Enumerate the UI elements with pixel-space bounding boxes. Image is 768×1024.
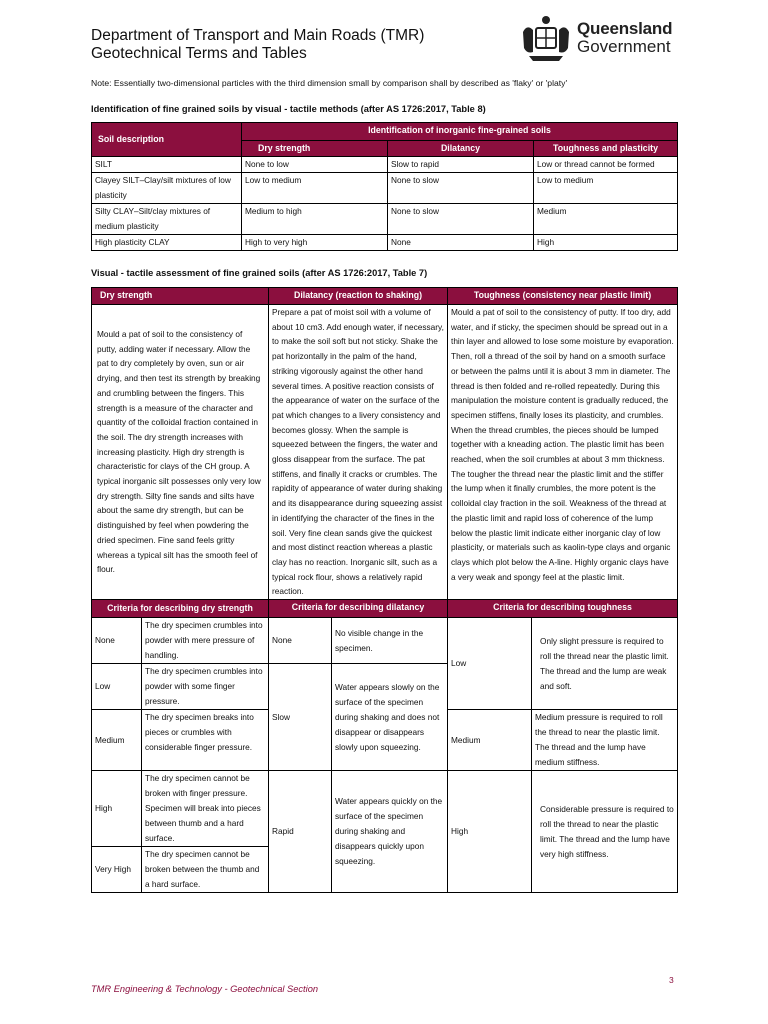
criteria-dry-header: Criteria for describing dry strength (92, 600, 269, 618)
cell-tough-term: Medium (448, 710, 532, 771)
note-text: Note: Essentially two-dimensional particles with the third dimension small by comparison shall by described as 'flaky' or 'platy' (91, 78, 568, 88)
cell-dil-term: None (269, 618, 332, 664)
cell-dil-desc: Water appears quickly on the surface of the specimen during shaking and disappears quickly upon squeezing. (332, 771, 448, 893)
title-line-1: Department of Transport and Main Roads (TMR) (91, 27, 425, 44)
cell-dil-term: Rapid (269, 771, 332, 893)
cell-toughness: Medium (534, 204, 678, 235)
cell-dry-desc: The dry specimen crumbles into powder with mere pressure of handling. (142, 618, 269, 664)
cell-soil: Clayey SILT–Clay/silt mixtures of low plasticity (92, 173, 242, 204)
toughness-procedure: Mould a pat of soil to the consistency of putty. If too dry, add water, and if sticky, the specimen should be spread out in a thin layer and allowed to lose some moisture by evaporation. Then, roll a thread of the soil by hand on a smooth surface or between the palms until it is about 3 mm in diameter. The thread is then folded and re-rolled repeatedly. During this manipulation the moisture content is gradually reduced, the specimen stiffens, finally loses its plasticity, and crumbles. When the thread crumbles, the pieces should be lumped together with a kneading action. The plastic limit has been reached, when the soil crumbles at about 3 mm thickness. The tougher the thread near the plastic limit and the stiffer the lump when it finally crumbles, the more potent is the colloidal clay fraction in the soil. Weakness of the thread at the plastic limit and rapid loss of coherence of the lump below the plastic limit indicate either inorganic clay of low plasticity, or materials such as kaolin-type clays and organic clays which plot below the A-line. Highly organic clays have a very weak and spongy feel at the plastic limit. (448, 305, 678, 600)
coat-of-arms-icon (519, 12, 573, 64)
col-dry-strength: Dry strength (242, 141, 388, 157)
cell-dry-term: High (92, 771, 142, 847)
footer-text: TMR Engineering & Technology - Geotechnical Section (91, 984, 319, 994)
criteria-dilatancy-header: Criteria for describing dilatancy (269, 600, 448, 618)
cell-dry-desc: The dry specimen cannot be broken between the thumb and a hard surface. (142, 847, 269, 893)
cell-tough-desc: Medium pressure is required to roll the thread to near the plastic limit. The thread and the lump have medium stiffness. (532, 710, 678, 771)
col-group-inorganic: Identification of inorganic fine-grained soils (242, 123, 678, 141)
table2-heading: Visual - tactile assessment of fine grained soils (after AS 1726:2017, Table 7) (91, 268, 428, 278)
dilatancy-procedure: Prepare a pat of moist soil with a volume of about 10 cm3. Add enough water, if necessary, to make the soil soft but not sticky. Shake the pat horizontally in the palm of the hand, striking vigorously against the other hand several times. A positive reaction consists of the appearance of water on the surface of the pat which changes to a livery consistency and becomes glossy. When the sample is squeezed between the fingers, the water and gloss disappear from the surface. The pat stiffens, and finally it cracks or crumbles. The rapidity of appearance of water during shaking and its disappearance during squeezing assist in identifying the character of the fines in the soil. Very fine clean sands give the quickest and most distinct reaction whereas a plastic clay has no reaction. Inorganic silt, such as a typical rock flour, shows a relatively rapid reaction. (269, 305, 448, 600)
visual-tactile-assessment-table (91, 287, 678, 893)
cell-tough-desc: Only slight pressure is required to roll the thread near the plastic limit. The thread and the lump are weak and soft. (532, 618, 678, 710)
cell-dilatancy: Slow to rapid (388, 157, 534, 173)
col-dilatancy: Dilatancy (388, 141, 534, 157)
table-row (92, 618, 678, 664)
cell-dry-term: Very High (92, 847, 142, 893)
cell-tough-term: Low (448, 618, 532, 710)
cell-dry-desc: The dry specimen breaks into pieces or crumbles with considerable finger pressure. (142, 710, 269, 771)
table-row (92, 235, 678, 251)
cell-dry-desc: The dry specimen crumbles into powder with some finger pressure. (142, 664, 269, 710)
criteria-toughness-header: Criteria for describing toughness (448, 600, 678, 618)
page-title (91, 27, 424, 63)
col-dilatancy: Dilatancy (reaction to shaking) (269, 288, 448, 305)
cell-dry-desc: The dry specimen cannot be broken with finger pressure. Specimen will break into pieces between thumb and a hard surface. (142, 771, 269, 847)
table-row (92, 204, 678, 235)
table-row (92, 771, 678, 847)
cell-dry: Low to medium (242, 173, 388, 204)
cell-dilatancy: None (388, 235, 534, 251)
cell-dil-desc: Water appears slowly on the surface of the specimen during shaking and does not disappear or disappears slowly upon squeezing. (332, 664, 448, 771)
table1-heading: Identification of fine grained soils by visual - tactile methods (after AS 1726:2017, Table 8) (91, 104, 486, 114)
cell-dil-desc: No visible change in the specimen. (332, 618, 448, 664)
cell-toughness: High (534, 235, 678, 251)
cell-toughness: Low to medium (534, 173, 678, 204)
cell-tough-desc: Considerable pressure is required to roll the thread to near the plastic limit. The thread and the lump have very high stiffness. (532, 771, 678, 893)
queensland-government-logo (519, 12, 679, 64)
cell-dry: Medium to high (242, 204, 388, 235)
cell-dilatancy: None to slow (388, 173, 534, 204)
table-row (92, 157, 678, 173)
logo-line-2: Government (577, 37, 671, 56)
cell-dry: High to very high (242, 235, 388, 251)
col-soil-description: Soil description (92, 123, 242, 157)
col-dry-strength: Dry strength (92, 288, 269, 305)
cell-tough-term: High (448, 771, 532, 893)
cell-soil: High plasticity CLAY (92, 235, 242, 251)
cell-dry-term: Medium (92, 710, 142, 771)
page-number: 3 (669, 975, 674, 985)
cell-dil-term: Slow (269, 664, 332, 771)
col-toughness: Toughness (consistency near plastic limit) (448, 288, 678, 305)
cell-dry-term: Low (92, 664, 142, 710)
cell-dry: None to low (242, 157, 388, 173)
cell-soil: Silty CLAY–Silt/clay mixtures of medium plasticity (92, 204, 242, 235)
logo-line-1: Queensland (577, 19, 673, 38)
dry-strength-procedure: Mould a pat of soil to the consistency of putty, adding water if necessary. Allow the pat to dry completely by oven, sun or air drying, and then test its strength by breaking and crumbling between the fingers. This strength is a measure of the character and quantity of the colloidal fraction contained in the soil. The dry strength increases with increasing plasticity. High dry strength is characteristic for clays of the CH group. A typical inorganic silt possesses only very low dry strength. Silty fine sands and silts have about the same dry strength, but can be distinguished by feel when powdering the dried specimen. Fine sand feels gritty whereas a typical silt has the smooth feel of flour. (92, 305, 269, 600)
logo-wordmark (577, 20, 672, 56)
table-row (92, 173, 678, 204)
cell-toughness: Low or thread cannot be formed (534, 157, 678, 173)
cell-soil: SILT (92, 157, 242, 173)
cell-dry-term: None (92, 618, 142, 664)
title-line-2: Geotechnical Terms and Tables (91, 45, 307, 62)
col-toughness: Toughness and plasticity (534, 141, 678, 157)
fine-soils-identification-table (91, 122, 678, 251)
cell-dilatancy: None to slow (388, 204, 534, 235)
